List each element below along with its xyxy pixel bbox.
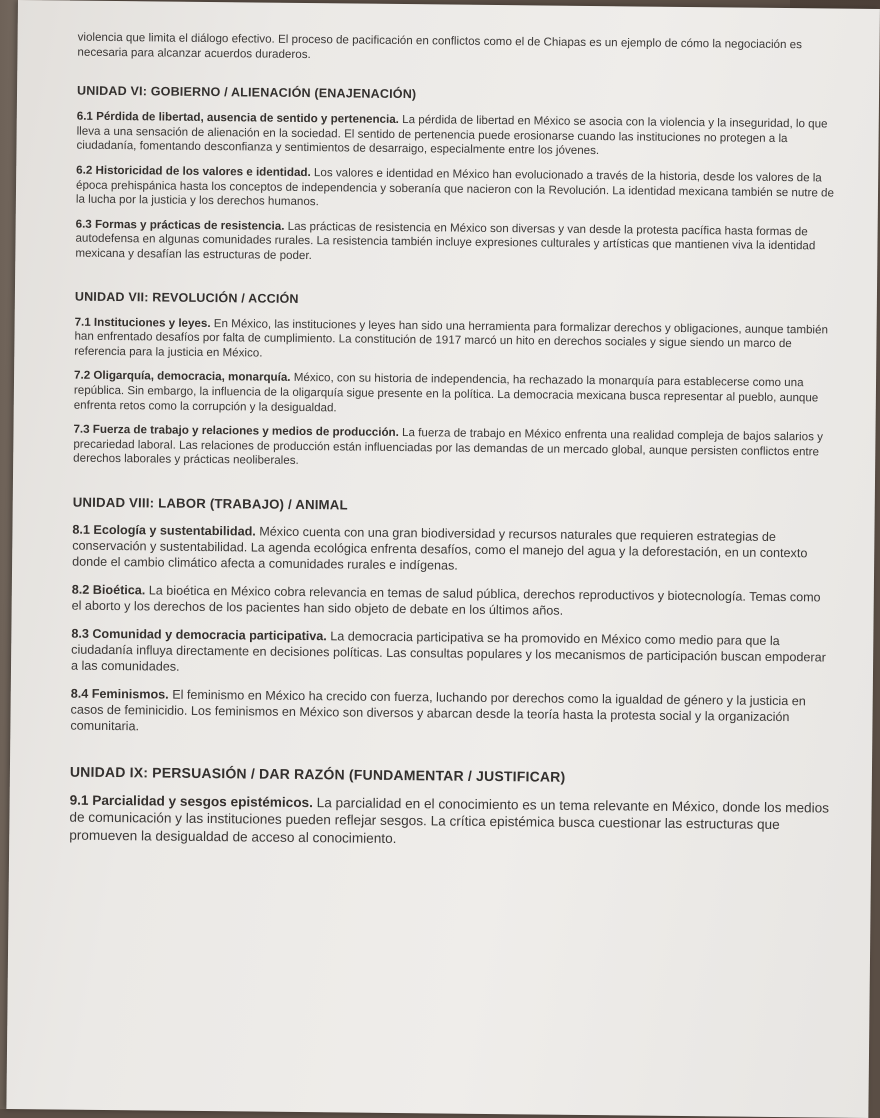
item-6-2-heading: 6.2 Historicidad de los valores e identidad. bbox=[76, 163, 311, 180]
unit-7-title: UNIDAD VII: REVOLUCIÓN / ACCIÓN bbox=[74, 289, 299, 306]
unit-9-title: UNIDAD IX: PERSUASIÓN / DAR RAZÓN (FUNDAMENTAR / JUSTIFICAR) bbox=[69, 763, 566, 785]
item-8-1-text: México cuenta con una gran biodiversidad y recursos naturales que requieren estrategias de conservación y sustentabilidad. La agenda ecológica enfrenta desafíos, como el manejo del agua y la deforestación, en un contexto donde el cambio climático afecta a comunidades rurales e indígenas. bbox=[72, 524, 808, 573]
paper-sheet bbox=[6, 0, 880, 1118]
item-7-1-heading: 7.1 Instituciones y leyes. bbox=[74, 315, 211, 330]
item-9-1-text: La parcialidad en el conocimiento es un tema relevante en México, donde los medios de comunicación y las instituciones pueden reflejar sesgos. La crítica epistémica busca cuestionar las estructuras que promueven la desigualdad de acceso al conocimiento. bbox=[69, 795, 830, 846]
item-8-1-heading: 8.1 Ecología y sustentabilidad. bbox=[72, 522, 256, 539]
item-7-3 bbox=[73, 423, 833, 475]
item-7-1-text: En México, las instituciones y leyes han sido una herramienta para formalizar derechos y obligaciones, aunque también han enfrentado desafíos por falta de cumplimiento. La constitución de 1917 marcó un hito en derechos sociales y sigue siendo un marco de referencia para la justicia en México. bbox=[74, 316, 829, 360]
item-6-2-text: Los valores e identidad en México han evolucionado a través de la historia, desde los valores de la época prehispánica hasta los conceptos de independencia y soberanía que nacieron con la Revolución. La identidad mexicana también se nutre de la lucha por la justicia y los derechos humanos. bbox=[75, 166, 835, 209]
document-body bbox=[69, 31, 838, 862]
item-7-2-text: México, con su historia de independencia, ha rechazado la monarquía para establecerse como una república. Sin embargo, la influencia de la oligarquía sigue presente en la política. La democracia mexicana busca representar al pueblo, aunque enfrenta retos como la corrupción y la desigualdad. bbox=[73, 371, 819, 414]
item-8-2 bbox=[72, 581, 832, 621]
item-7-1 bbox=[74, 315, 834, 367]
unit-8-title: UNIDAD VIII: LABOR (TRABAJO) / ANIMAL bbox=[72, 494, 348, 513]
item-7-2-heading: 7.2 Oligarquía, democracia, monarquía. bbox=[74, 368, 291, 385]
item-6-2 bbox=[76, 164, 836, 216]
item-9-1-heading: 9.1 Parcialidad y sesgos epistémicos. bbox=[69, 792, 314, 811]
unit-6-section bbox=[75, 84, 837, 269]
item-8-2-text: La bioética en México cobra relevancia en temas de salud pública, derechos reproductivos y biotecnología. Temas como el aborto y los derechos de los pacientes han sido objeto de debate en los últimos años. bbox=[71, 583, 821, 618]
item-6-1 bbox=[76, 110, 836, 162]
item-6-1-text: La pérdida de libertad en México se asocia con la violencia y la inseguridad, lo que lleva a una sensación de alienación en la sociedad. El sentido de pertenencia puede erosionarse cuando las instituciones no protegen a la ciudadanía, fomentando desconfianza y sentimientos de desarraigo, especialmente entre los jóvenes. bbox=[76, 113, 828, 158]
unit-7-section bbox=[73, 289, 835, 474]
item-8-3-text: La democracia participativa se ha promovido en México como medio para que la ciudadanía influya directamente en decisiones políticas. Las consultas populares y los mecanismos de participación buscan empoderar a las comunidades. bbox=[70, 629, 826, 674]
item-7-2 bbox=[74, 369, 834, 421]
unit-8-section bbox=[70, 494, 832, 741]
intro-paragraph: violencia que limita el diálogo efectivo. El proceso de pacificación en conflictos como el de Chiapas es un ejemplo de cómo la negociación es necesaria para alcanzar acuerdos duraderos. bbox=[77, 30, 803, 61]
item-7-3-text: La fuerza de trabajo en México enfrenta una realidad compleja de bajos salarios y precariedad laboral. Las relaciones de producción están influenciadas por las demandas de un mercado global, aunque persisten conflictos entre derechos laborales y prácticas neoliberales. bbox=[73, 426, 823, 468]
item-6-1-heading: 6.1 Pérdida de libertad, ausencia de sentido y pertenencia. bbox=[76, 109, 400, 127]
item-9-1 bbox=[69, 791, 830, 851]
item-6-3-heading: 6.3 Formas y prácticas de resistencia. bbox=[75, 217, 285, 233]
item-8-4-text: El feminismo en México ha crecido con fuerza, luchando por derechos como la igualdad de género y la justicia en casos de feminicidio. Los feminismos en México son diversos y abarcan desde la teoría hasta la protesta social y la organización comunitaria. bbox=[70, 687, 806, 734]
item-7-3-heading: 7.3 Fuerza de trabajo y relaciones y medios de producción. bbox=[73, 422, 399, 440]
item-8-4-heading: 8.4 Feminismos. bbox=[70, 686, 169, 702]
unit-9-section bbox=[69, 763, 830, 851]
item-8-3-heading: 8.3 Comunidad y democracia participativa. bbox=[71, 626, 327, 644]
item-8-3 bbox=[71, 625, 831, 681]
item-8-2-heading: 8.2 Bioética. bbox=[71, 582, 146, 598]
item-8-4 bbox=[70, 685, 830, 741]
item-6-3-text: Las prácticas de resistencia en México son diversas y van desde la protesta pacífica hasta formas de autodefensa en algunas comunidades rurales. La resistencia también incluye expresiones culturales y artísticas que mantienen viva la identidad mexicana y desafían las estructuras de poder. bbox=[75, 219, 816, 263]
unit-6-title: UNIDAD VI: GOBIERNO / ALIENACIÓN (ENAJENACIÓN) bbox=[76, 83, 417, 102]
item-6-3 bbox=[75, 217, 835, 269]
item-8-1 bbox=[72, 521, 832, 577]
